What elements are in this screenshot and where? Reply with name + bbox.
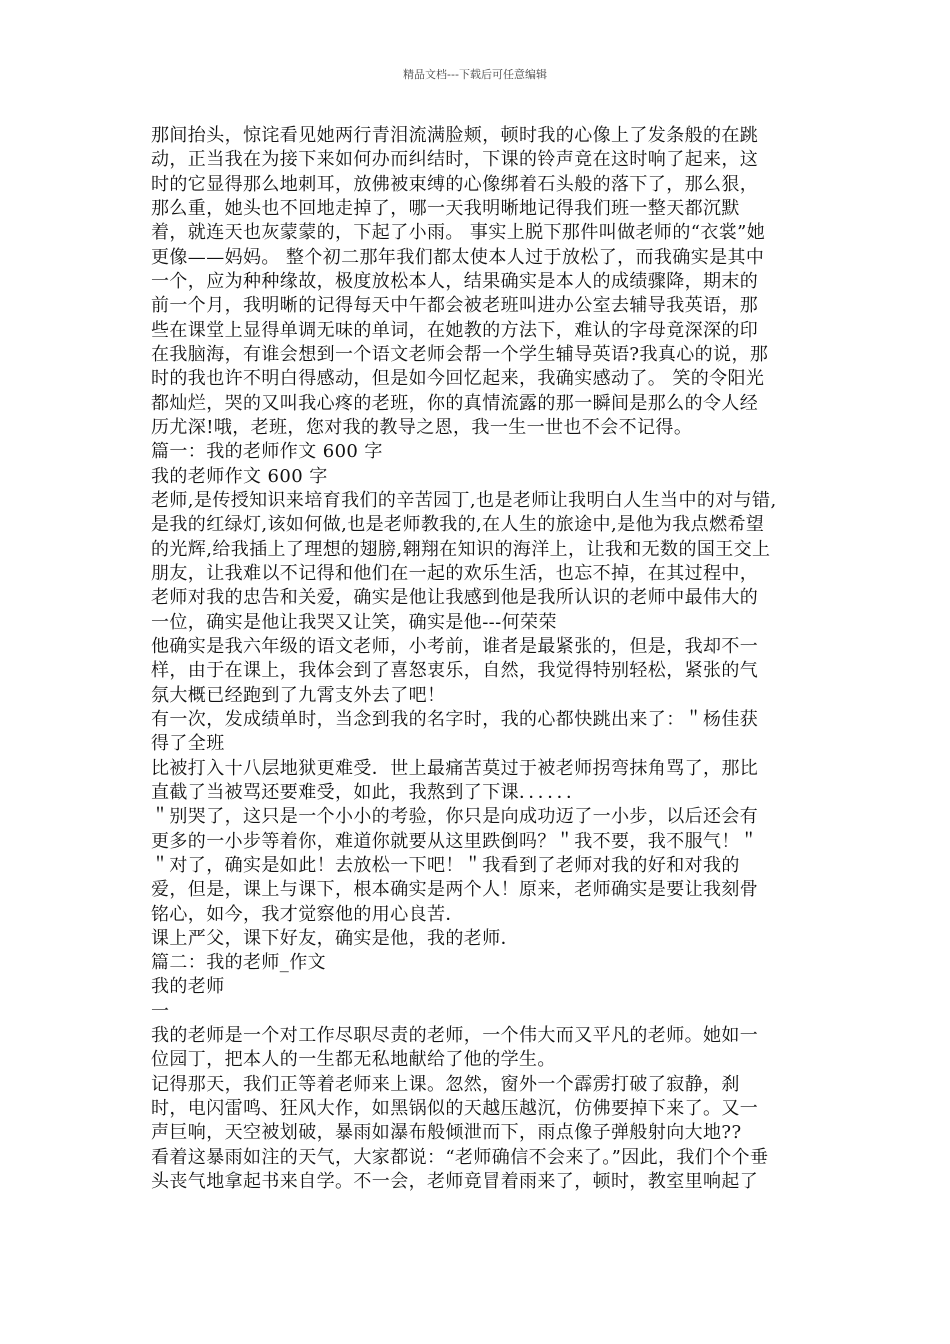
text-line: 些在课堂上显得单调无味的单词，在她教的方法下，难认的字母竟深深的印 <box>151 319 759 341</box>
text-line: 动，正当我在为接下来如何办而纠结时，下课的铃声竟在这时响了起来，这 <box>151 149 759 171</box>
text-line: 篇一：我的老师作文 600 字 <box>151 441 383 463</box>
text-line: 更像——妈妈。 整个初二那年我们都太使本人过于放松了，而我确实是其中 <box>151 246 765 268</box>
text-line: 着，就连天也灰蒙蒙的，下起了小雨。 事实上脱下那件叫做老师的“衣裳”她 <box>151 222 766 244</box>
text-line: 前一个月，我明晰的记得每天中午都会被老班叫进办公室去辅导我英语，那 <box>151 295 759 317</box>
text-line: 一 <box>151 1000 170 1022</box>
text-line: 时的我也许不明白得感动，但是如今回忆起来，我确实感动了。 笑的令阳光 <box>151 368 765 390</box>
text-line: 看着这暴雨如注的天气，大家都说：“老师确信不会来了。”因此，我们个个垂 <box>151 1146 769 1168</box>
text-line: 在我脑海，有谁会想到一个语文老师会帮一个学生辅导英语?我真心的说，那 <box>151 343 769 365</box>
text-line: 一位，确实是他让我哭又让笑，确实是他---何荣荣 <box>151 611 557 633</box>
text-line: 老师,是传授知识来培育我们的辛苦园丁,也是老师让我明白人生当中的对与错, <box>151 489 777 511</box>
document-body <box>151 124 801 1194</box>
text-line: 位园丁，把本人的一生都无私地献给了他的学生。 <box>151 1049 556 1071</box>
text-line: 我的老师作文 600 字 <box>151 465 328 487</box>
text-line: 爱，但是，课上与课下，根本确实是两个人！原来，老师确实是要让我刻骨 <box>151 879 759 901</box>
text-line: 有一次，发成绩单时，当念到我的名字时，我的心都快跳出来了：＂杨佳获 <box>151 708 759 730</box>
text-line: 时的它显得那么地刺耳，放佛被束缚的心像绑着石头般的落下了，那么狠， <box>151 173 759 195</box>
text-line: 氛大概已经跑到了九霄支外去了吧！ <box>151 684 446 706</box>
text-line: 记得那天，我们正等着老师来上课。忽然，窗外一个霹雳打破了寂静，刹 <box>151 1073 740 1095</box>
text-line: 样，由于在课上，我体会到了喜怒衷乐，自然，我觉得特别轻松，紧张的气 <box>151 660 759 682</box>
text-line: 朋友，让我难以不记得和他们在一起的欢乐生活，也忘不掉，在其过程中， <box>151 562 759 584</box>
text-line: 历尤深!哦，老班，您对我的教导之恩，我一生一世也不会不记得。 <box>151 416 693 438</box>
text-line: 的光辉,给我插上了理想的翅膀,翱翔在知识的海洋上，让我和无数的国王交上 <box>151 538 771 560</box>
text-line: 我的老师 <box>151 976 225 998</box>
text-line: 直截了当被骂还要难受，如此，我熬到了下课．．．．．． <box>151 781 585 803</box>
text-line: ＂别哭了，这只是一个小小的考验，你只是向成功迈了一小步，以后还会有 <box>151 806 759 828</box>
text-line: 课上严父，课下好友，确实是他，我的老师． <box>151 927 519 949</box>
text-line: 得了全班 <box>151 733 225 755</box>
text-line: 老师对我的忠告和关爱，确实是他让我感到他是我所认识的老师中最伟大的 <box>151 587 759 609</box>
text-line: 篇二：我的老师_作文 <box>151 952 326 974</box>
text-line: 都灿烂，哭的又叫我心疼的老班，你的真情流露的那一瞬间是那么的令人经 <box>151 392 759 414</box>
text-line: 我的老师是一个对工作尽职尽责的老师，一个伟大而又平凡的老师。她如一 <box>151 1025 759 1047</box>
text-line: 比被打入十八层地狱更难受．世上最痛苦莫过于被老师拐弯抹角骂了，那比 <box>151 757 759 779</box>
text-line: 时，电闪雷鸣、狂风大作，如黑锅似的天越压越沉，仿佛要掉下来了。又一 <box>151 1098 759 1120</box>
page-header: 精品文档---下载后可任意编辑 <box>403 68 547 81</box>
text-line: 声巨响，天空被划破，暴雨如瀑布般倾泄而下，雨点像子弹般射向大地?? <box>151 1122 742 1144</box>
text-line: ＂对了，确实是如此！去放松一下吧！＂我看到了老师对我的好和对我的 <box>151 854 740 876</box>
text-line: 头丧气地拿起书来自学。不一会，老师竟冒着雨来了，顿时，教室里响起了 <box>151 1171 759 1193</box>
text-line: 那么重，她头也不回地走掉了，哪一天我明晰地记得我们班一整天都沉默 <box>151 197 740 219</box>
text-line: 是我的红绿灯,该如何做,也是老师教我的,在人生的旅途中,是他为我点燃希望 <box>151 514 765 536</box>
text-line: 一个，应为种种缘故，极度放松本人，结果确实是本人的成绩骤降，期末的 <box>151 270 759 292</box>
text-line: 他确实是我六年级的语文老师，小考前，谁者是最紧张的，但是，我却不一 <box>151 635 759 657</box>
text-line: 那间抬头，惊诧看见她两行青泪流满脸颊，顿时我的心像上了发条般的在跳 <box>151 125 759 146</box>
text-line: 铭心，如今，我才觉察他的用心良苦． <box>151 903 464 925</box>
text-line: 更多的一小步等着你，难道你就要从这里跌倒吗？＂我不要，我不服气！＂ <box>151 830 759 852</box>
